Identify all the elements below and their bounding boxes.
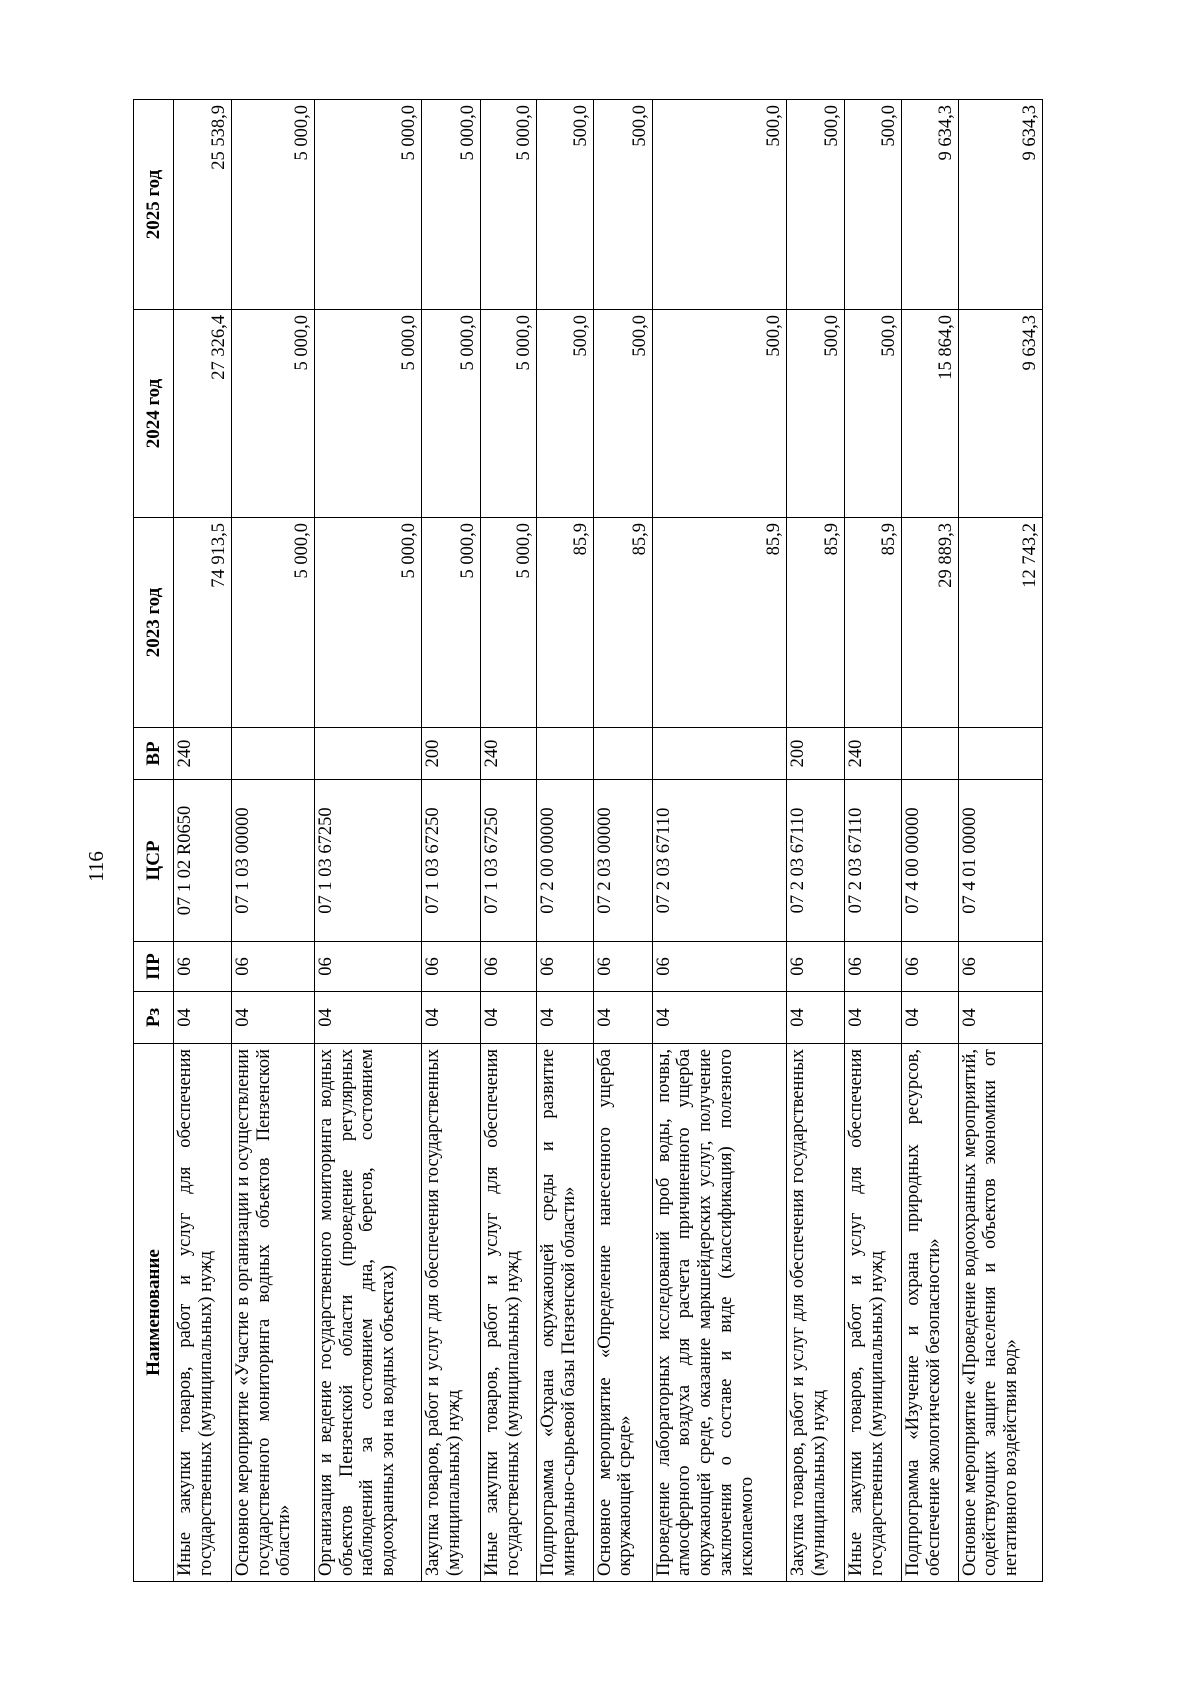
row-amount-2024-text: 5 000,0 bbox=[514, 315, 535, 371]
row-rz bbox=[536, 992, 593, 1044]
row-amount-2025-text: 500,0 bbox=[629, 105, 650, 147]
row-pr-text: 06 bbox=[537, 957, 558, 976]
row-rz bbox=[174, 992, 232, 1044]
row-amount-2023-text: 85,9 bbox=[822, 523, 843, 556]
row-csr bbox=[481, 780, 537, 942]
row-vr bbox=[652, 728, 786, 780]
row-amount-2025 bbox=[481, 100, 537, 310]
header-pr: ПР bbox=[134, 942, 174, 992]
row-csr bbox=[901, 780, 958, 942]
table-header-row bbox=[134, 100, 174, 1582]
row-amount-2024 bbox=[958, 310, 1042, 518]
row-amount-2023 bbox=[901, 518, 958, 728]
row-vr-text: 200 bbox=[788, 739, 809, 768]
row-vr bbox=[901, 728, 958, 780]
row-amount-2023 bbox=[231, 518, 314, 728]
row-pr-text: 06 bbox=[959, 957, 980, 976]
row-name bbox=[787, 1044, 845, 1582]
row-rz bbox=[314, 992, 421, 1044]
row-pr-text: 06 bbox=[175, 957, 195, 976]
row-pr bbox=[422, 942, 481, 992]
row-amount-2025 bbox=[901, 100, 958, 310]
row-name bbox=[174, 1044, 232, 1582]
header-rz: Рз bbox=[134, 992, 174, 1044]
row-amount-2024 bbox=[901, 310, 958, 518]
table-row bbox=[845, 100, 902, 1582]
row-pr-text: 06 bbox=[232, 957, 253, 976]
row-rz-text: 04 bbox=[315, 1008, 336, 1027]
row-name-text: Закупка товаров, работ и услуг для обеспечения государственных (муниципальных) нужд bbox=[788, 1049, 829, 1576]
header-vr: ВР bbox=[134, 728, 174, 780]
row-amount-2023 bbox=[845, 518, 902, 728]
row-amount-2025-text: 500,0 bbox=[570, 105, 591, 147]
table-row bbox=[901, 100, 958, 1582]
row-rz bbox=[481, 992, 537, 1044]
row-name-text: Подпрограмма «Охрана окружающей среды и развитие минерально-сырьевой базы Пензенской области» bbox=[537, 1049, 579, 1576]
row-amount-2025 bbox=[593, 100, 652, 310]
row-rz bbox=[901, 992, 958, 1044]
row-amount-2023 bbox=[314, 518, 421, 728]
row-amount-2023-text: 5 000,0 bbox=[399, 523, 420, 579]
row-rz-text: 04 bbox=[423, 1008, 444, 1027]
row-csr bbox=[652, 780, 786, 942]
table-row bbox=[536, 100, 593, 1582]
row-amount-2024 bbox=[422, 310, 481, 518]
row-name bbox=[901, 1044, 958, 1582]
row-amount-2024-text: 500,0 bbox=[822, 315, 843, 357]
row-vr-text: 200 bbox=[423, 739, 444, 768]
row-amount-2025-text: 25 538,9 bbox=[209, 105, 230, 170]
row-amount-2025 bbox=[174, 100, 232, 310]
row-vr bbox=[536, 728, 593, 780]
row-name bbox=[845, 1044, 902, 1582]
row-amount-2025 bbox=[652, 100, 786, 310]
page-number-text: 116 bbox=[83, 850, 108, 882]
row-pr bbox=[958, 942, 1042, 992]
header-2024: 2024 год bbox=[134, 310, 174, 518]
table-row bbox=[481, 100, 537, 1582]
row-csr-text: 07 2 03 00000 bbox=[594, 807, 615, 914]
row-rz bbox=[593, 992, 652, 1044]
row-name-text: Иные закупки товаров, работ и услуг для обеспечения государственных (муниципальных) нужд bbox=[846, 1049, 887, 1576]
row-amount-2025-text: 5 000,0 bbox=[292, 105, 313, 161]
row-vr bbox=[422, 728, 481, 780]
row-amount-2024 bbox=[593, 310, 652, 518]
row-amount-2024-text: 9 634,3 bbox=[1020, 315, 1041, 371]
row-rz-text: 04 bbox=[959, 1008, 980, 1027]
row-amount-2025-text: 500,0 bbox=[822, 105, 843, 147]
row-name bbox=[481, 1044, 537, 1582]
row-amount-2025-text: 500,0 bbox=[764, 105, 785, 147]
row-pr bbox=[481, 942, 537, 992]
row-name-text: Подпрограмма «Изучение и охрана природных ресурсов, обеспечение экологической безопасности» bbox=[902, 1049, 944, 1576]
row-amount-2024-text: 15 864,0 bbox=[935, 315, 956, 380]
row-rz-text: 04 bbox=[232, 1008, 253, 1027]
row-amount-2023 bbox=[422, 518, 481, 728]
row-pr-text: 06 bbox=[482, 957, 503, 976]
row-csr-text: 07 1 03 67250 bbox=[423, 807, 444, 914]
table-row bbox=[593, 100, 652, 1582]
row-amount-2023 bbox=[593, 518, 652, 728]
row-amount-2025-text: 9 634,3 bbox=[935, 105, 956, 161]
row-name bbox=[593, 1044, 652, 1582]
row-amount-2023-text: 85,9 bbox=[764, 523, 785, 556]
row-pr bbox=[231, 942, 314, 992]
row-pr-text: 06 bbox=[846, 957, 867, 976]
row-pr bbox=[536, 942, 593, 992]
row-amount-2023 bbox=[958, 518, 1042, 728]
row-rz-text: 04 bbox=[537, 1008, 558, 1027]
row-csr-text: 07 2 03 67110 bbox=[653, 807, 674, 914]
row-amount-2024 bbox=[314, 310, 421, 518]
row-amount-2023-text: 5 000,0 bbox=[292, 523, 313, 579]
row-name bbox=[231, 1044, 314, 1582]
row-amount-2025-text: 5 000,0 bbox=[514, 105, 535, 161]
row-rz-text: 04 bbox=[788, 1008, 809, 1027]
row-name-text: Проведение лабораторных исследований проб воды, почвы, атмосферного воздуха для расчета причиненного ущерба окружающей среде, оказание маркшейдерских услуг, получение заключения о составе и виде (классификация) полезного ископаемого bbox=[653, 1049, 757, 1576]
row-amount-2024 bbox=[481, 310, 537, 518]
row-amount-2023-text: 85,9 bbox=[879, 523, 900, 556]
row-name bbox=[958, 1044, 1042, 1582]
row-csr bbox=[231, 780, 314, 942]
row-amount-2024-text: 5 000,0 bbox=[458, 315, 479, 371]
row-amount-2025 bbox=[314, 100, 421, 310]
row-amount-2023-text: 85,9 bbox=[570, 523, 591, 556]
row-csr bbox=[958, 780, 1042, 942]
rotated-page-content bbox=[133, 100, 1043, 1582]
row-amount-2024-text: 27 326,4 bbox=[209, 315, 230, 380]
row-amount-2023 bbox=[174, 518, 232, 728]
row-rz bbox=[845, 992, 902, 1044]
row-amount-2023-text: 5 000,0 bbox=[458, 523, 479, 579]
table-row bbox=[174, 100, 232, 1582]
row-csr-text: 07 4 01 00000 bbox=[959, 807, 980, 914]
header-2023: 2023 год bbox=[134, 518, 174, 728]
row-amount-2025 bbox=[845, 100, 902, 310]
row-amount-2023-text: 5 000,0 bbox=[514, 523, 535, 579]
row-pr bbox=[652, 942, 786, 992]
row-vr bbox=[593, 728, 652, 780]
row-amount-2024-text: 500,0 bbox=[879, 315, 900, 357]
row-csr-text: 07 1 02 R0650 bbox=[175, 805, 195, 916]
row-amount-2023-text: 85,9 bbox=[629, 523, 650, 556]
row-rz-text: 04 bbox=[653, 1008, 674, 1027]
row-name bbox=[652, 1044, 786, 1582]
row-amount-2024 bbox=[536, 310, 593, 518]
row-amount-2024 bbox=[845, 310, 902, 518]
row-amount-2025-text: 9 634,3 bbox=[1020, 105, 1041, 161]
row-rz-text: 04 bbox=[482, 1008, 503, 1027]
row-amount-2023-text: 29 889,3 bbox=[935, 523, 956, 588]
row-pr-text: 06 bbox=[594, 957, 615, 976]
row-rz-text: 04 bbox=[175, 1008, 195, 1027]
row-pr-text: 06 bbox=[423, 957, 444, 976]
row-name-text: Иные закупки товаров, работ и услуг для обеспечения государственных (муниципальных) нужд bbox=[175, 1049, 216, 1576]
row-csr bbox=[536, 780, 593, 942]
row-amount-2023-text: 12 743,2 bbox=[1020, 523, 1041, 588]
row-amount-2024 bbox=[787, 310, 845, 518]
row-pr-text: 06 bbox=[788, 957, 809, 976]
row-rz bbox=[787, 992, 845, 1044]
budget-table bbox=[133, 99, 1043, 1582]
row-amount-2025-text: 5 000,0 bbox=[458, 105, 479, 161]
row-amount-2023 bbox=[481, 518, 537, 728]
row-amount-2025 bbox=[787, 100, 845, 310]
page-number bbox=[83, 846, 108, 886]
row-vr bbox=[958, 728, 1042, 780]
row-amount-2023-text: 74 913,5 bbox=[209, 523, 230, 588]
row-vr bbox=[845, 728, 902, 780]
row-csr-text: 07 1 03 00000 bbox=[232, 807, 253, 914]
row-pr bbox=[787, 942, 845, 992]
row-name-text: Основное мероприятие «Участие в организации и осуществлении государственного мониторинга водных объектов Пензенской области» bbox=[232, 1049, 295, 1576]
row-name-text: Основное мероприятие «Определение нанесенного ущерба окружающей среде» bbox=[594, 1049, 636, 1576]
row-rz bbox=[958, 992, 1042, 1044]
table-row bbox=[231, 100, 314, 1582]
row-amount-2024-text: 500,0 bbox=[629, 315, 650, 357]
row-vr bbox=[787, 728, 845, 780]
row-csr-text: 07 2 03 67110 bbox=[788, 807, 809, 914]
row-amount-2024-text: 5 000,0 bbox=[292, 315, 313, 371]
row-vr-text: 240 bbox=[846, 739, 867, 768]
row-pr bbox=[314, 942, 421, 992]
row-rz bbox=[652, 992, 786, 1044]
row-amount-2025 bbox=[536, 100, 593, 310]
table-row bbox=[422, 100, 481, 1582]
row-csr bbox=[314, 780, 421, 942]
row-csr-text: 07 1 03 67250 bbox=[315, 807, 336, 914]
row-vr-text: 240 bbox=[482, 739, 503, 768]
row-vr-text: 240 bbox=[175, 739, 195, 768]
row-csr-text: 07 4 00 00000 bbox=[902, 807, 923, 914]
row-vr bbox=[481, 728, 537, 780]
row-rz-text: 04 bbox=[594, 1008, 615, 1027]
row-amount-2024 bbox=[174, 310, 232, 518]
row-name bbox=[314, 1044, 421, 1582]
row-pr bbox=[901, 942, 958, 992]
row-amount-2023 bbox=[787, 518, 845, 728]
row-vr bbox=[314, 728, 421, 780]
row-amount-2025 bbox=[231, 100, 314, 310]
table-row bbox=[652, 100, 786, 1582]
header-csr: ЦСР bbox=[134, 780, 174, 942]
row-amount-2024 bbox=[231, 310, 314, 518]
row-csr-text: 07 2 00 00000 bbox=[537, 807, 558, 914]
row-csr bbox=[593, 780, 652, 942]
row-pr-text: 06 bbox=[653, 957, 674, 976]
row-rz-text: 04 bbox=[846, 1008, 867, 1027]
row-csr bbox=[174, 780, 232, 942]
row-rz bbox=[422, 992, 481, 1044]
row-pr bbox=[174, 942, 232, 992]
row-pr-text: 06 bbox=[315, 957, 336, 976]
row-rz-text: 04 bbox=[902, 1008, 923, 1027]
row-vr bbox=[174, 728, 232, 780]
row-vr bbox=[231, 728, 314, 780]
row-name-text: Основное мероприятие «Проведение водоохранных мероприятий, содействующих защите населения и объектов экономики от негативного воздействия вод» bbox=[959, 1049, 1022, 1576]
header-name: Наименование bbox=[134, 1044, 174, 1582]
row-amount-2025-text: 500,0 bbox=[879, 105, 900, 147]
row-amount-2023 bbox=[536, 518, 593, 728]
row-csr bbox=[787, 780, 845, 942]
row-rz bbox=[231, 992, 314, 1044]
table-row bbox=[314, 100, 421, 1582]
row-pr-text: 06 bbox=[902, 957, 923, 976]
row-name bbox=[422, 1044, 481, 1582]
header-2025: 2025 год bbox=[134, 100, 174, 310]
table-row bbox=[787, 100, 845, 1582]
row-csr bbox=[845, 780, 902, 942]
row-csr bbox=[422, 780, 481, 942]
row-name bbox=[536, 1044, 593, 1582]
row-amount-2025 bbox=[422, 100, 481, 310]
row-name-text: Закупка товаров, работ и услуг для обеспечения государственных (муниципальных) нужд bbox=[423, 1049, 464, 1576]
row-amount-2025 bbox=[958, 100, 1042, 310]
row-amount-2023 bbox=[652, 518, 786, 728]
row-pr bbox=[845, 942, 902, 992]
row-amount-2024-text: 5 000,0 bbox=[399, 315, 420, 371]
row-name-text: Иные закупки товаров, работ и услуг для обеспечения государственных (муниципальных) нужд bbox=[482, 1049, 523, 1576]
row-amount-2024-text: 500,0 bbox=[764, 315, 785, 357]
table-row bbox=[958, 100, 1042, 1582]
row-csr-text: 07 2 03 67110 bbox=[846, 807, 867, 914]
row-csr-text: 07 1 03 67250 bbox=[482, 807, 503, 914]
row-pr bbox=[593, 942, 652, 992]
row-amount-2024 bbox=[652, 310, 786, 518]
row-amount-2025-text: 5 000,0 bbox=[399, 105, 420, 161]
row-name-text: Организация и ведение государственного мониторинга водных объектов Пензенской области (проведение регулярных наблюдений за состоянием дна, берегов, состоянием водоохранных зон на водных объектах) bbox=[315, 1049, 399, 1576]
row-amount-2024-text: 500,0 bbox=[570, 315, 591, 357]
